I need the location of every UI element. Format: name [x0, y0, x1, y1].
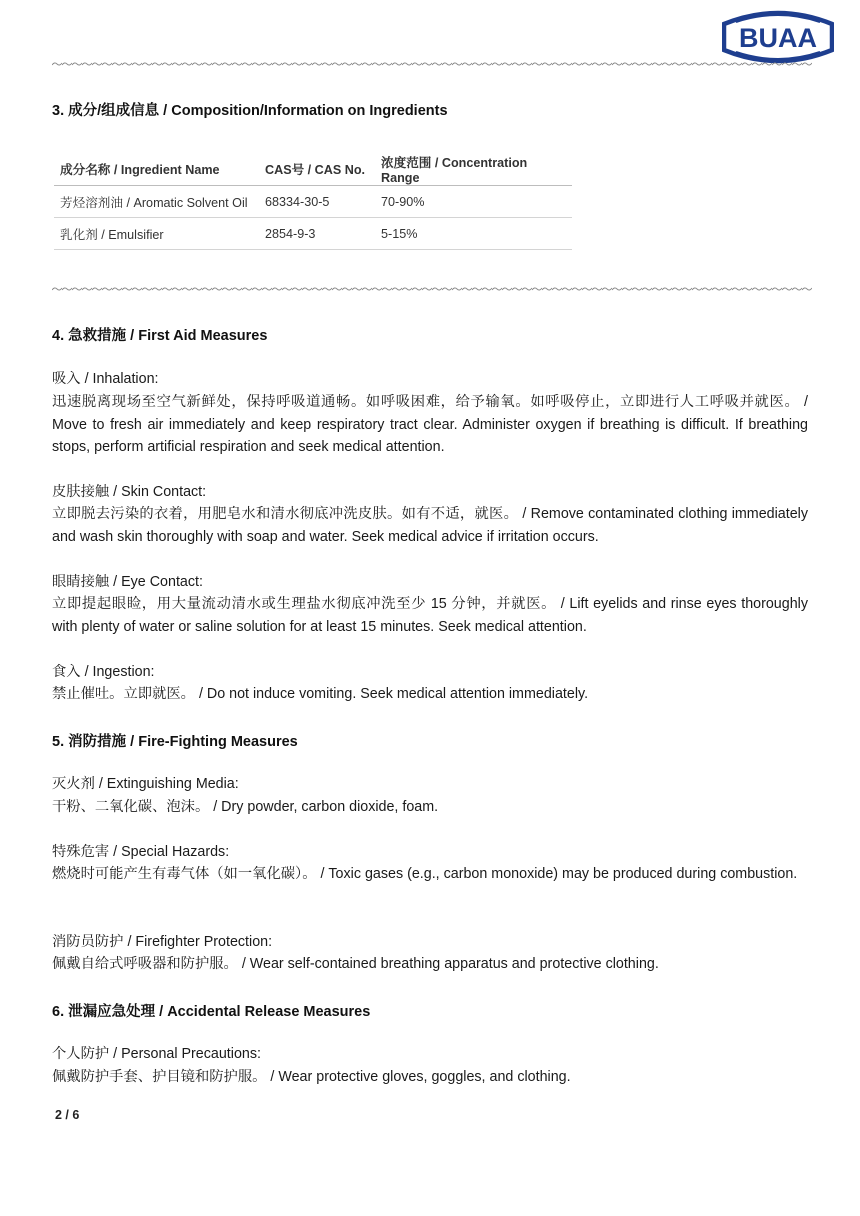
skin-contact-label: 皮肤接触 / Skin Contact:: [52, 484, 207, 500]
page-number: 2 / 6: [55, 1108, 80, 1122]
table-row: [54, 186, 572, 218]
cell-ingredient: 乳化剂 / Emulsifier: [54, 218, 259, 250]
buaa-logo: [722, 6, 834, 68]
eye-contact-label: 眼睛接触 / Eye Contact:: [52, 574, 203, 590]
special-hazards-label: 特殊危害 / Special Hazards:: [52, 844, 230, 860]
skin-contact-text: 立即脱去污染的衣着，用肥皂水和清水彻底冲洗皮肤。如有不适，就医。 / Remove contaminated clothing immediately and wash skin thoroughly with soap and water. Seek medical advice if irritation occurs.: [52, 506, 808, 545]
section-3-heading: 3. 成分/组成信息 / Composition/Information on Ingredients: [52, 103, 448, 119]
wavy-separator: [52, 61, 812, 67]
ingredients-table: [54, 152, 572, 250]
cell-concentration: 70-90%: [375, 186, 572, 218]
personal-precautions-text: 佩戴防护手套、护目镜和防护服。 / Wear protective gloves, goggles, and clothing.: [52, 1069, 571, 1085]
col-concentration: 浓度范围 / Concentration Range: [375, 152, 572, 186]
extinguishing-media-text: 干粉、二氧化碳、泡沫。 / Dry powder, carbon dioxide, foam.: [52, 799, 439, 815]
eye-contact-text: 立即提起眼睑，用大量流动清水或生理盐水彻底冲洗至少 15 分钟，并就医。 / Lift eyelids and rinse eyes thoroughly with plenty of water or saline solution for at least 15 minutes. Seek medical attention.: [52, 596, 808, 635]
personal-precautions-label: 个人防护 / Personal Precautions:: [52, 1046, 261, 1062]
cell-cas: 2854-9-3: [259, 218, 375, 250]
logo-text: BUAA: [739, 23, 817, 53]
ingestion-text: 禁止催吐。立即就医。 / Do not induce vomiting. Seek medical attention immediately.: [52, 686, 589, 702]
col-ingredient-name: 成分名称 / Ingredient Name: [54, 152, 259, 186]
firefighter-protection-label: 消防员防护 / Firefighter Protection:: [52, 934, 273, 950]
special-hazards-text: 燃烧时可能产生有毒气体（如一氧化碳）。 / Toxic gases (e.g., carbon monoxide) may be produced during combustion.: [52, 866, 798, 882]
cell-concentration: 5-15%: [375, 218, 572, 250]
cell-ingredient: 芳烃溶剂油 / Aromatic Solvent Oil: [54, 186, 259, 218]
ingestion-label: 食入 / Ingestion:: [52, 664, 155, 680]
table-row: [54, 218, 572, 250]
extinguishing-media-label: 灭火剂 / Extinguishing Media:: [52, 776, 239, 792]
section-5-heading: 5. 消防措施 / Fire-Fighting Measures: [52, 734, 298, 750]
col-cas-no: CAS号 / CAS No.: [259, 152, 375, 186]
inhalation-text: 迅速脱离现场至空气新鲜处，保持呼吸道通畅。如呼吸困难，给予输氧。如呼吸停止，立即进行人工呼吸并就医。 / Move to fresh air immediately and keep respiratory tract clear. Administer oxygen if breathing is difficult. If breathing stops, perform artificial respiration and seek medical attention.: [52, 394, 808, 455]
section-4-heading: 4. 急救措施 / First Aid Measures: [52, 328, 268, 344]
section-6-heading: 6. 泄漏应急处理 / Accidental Release Measures: [52, 1004, 371, 1020]
wavy-separator: [52, 286, 812, 292]
cell-cas: 68334-30-5: [259, 186, 375, 218]
inhalation-label: 吸入 / Inhalation:: [52, 371, 159, 387]
firefighter-protection-text: 佩戴自给式呼吸器和防护服。 / Wear self-contained breathing apparatus and protective clothing.: [52, 956, 659, 972]
table-header-row: [54, 152, 572, 186]
